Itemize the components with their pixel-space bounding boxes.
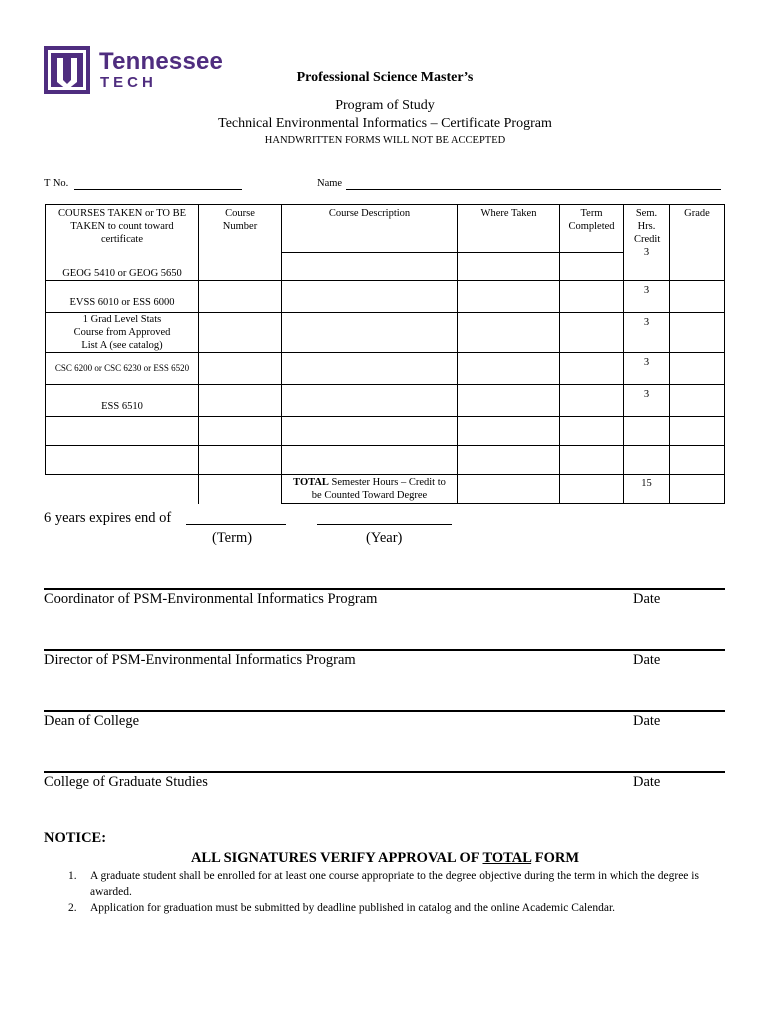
course-row-7-credit[interactable]	[624, 446, 670, 475]
course-row-7-description[interactable]	[282, 446, 458, 475]
name-label: Name	[317, 178, 343, 189]
course-row-1-description[interactable]	[282, 252, 458, 280]
course-row-3-where-taken[interactable]	[458, 313, 560, 353]
course-row-6-number[interactable]	[199, 417, 282, 446]
table-row	[46, 385, 725, 417]
notice-heading: NOTICE:	[44, 830, 107, 846]
course-row-2-credit: 3	[624, 281, 670, 313]
table-row	[46, 446, 725, 475]
verify-text-underlined: TOTAL	[482, 850, 532, 866]
term-completed-header-text: Term Completed	[568, 208, 615, 232]
signature-line-graduate-studies[interactable]	[44, 771, 725, 773]
signature-label-dean: Dean of College	[44, 713, 140, 729]
signature-line-dean[interactable]	[44, 710, 725, 712]
total-where-taken	[458, 475, 560, 504]
verify-text-pre: ALL SIGNATURES VERIFY APPROVAL OF	[190, 850, 483, 866]
table-row	[46, 281, 725, 313]
signature-line-director[interactable]	[44, 649, 725, 651]
course-row-6-description[interactable]	[282, 417, 458, 446]
total-bold: TOTAL	[293, 477, 329, 488]
where-taken-header	[458, 205, 560, 253]
form-title: Professional Science Master’s	[296, 70, 474, 85]
signature-date-director: Date	[633, 652, 661, 668]
course-row-4-description[interactable]	[282, 353, 458, 385]
name-field[interactable]	[346, 189, 721, 190]
course-row-6-where-taken[interactable]	[458, 417, 560, 446]
course-row-3-credit: 3	[624, 313, 670, 353]
course-row-5-name: ESS 6510	[46, 385, 199, 417]
course-row-6-grade[interactable]	[670, 417, 725, 446]
list-item-number: 2.	[68, 902, 77, 914]
list-item	[60, 900, 720, 916]
signatures-verify-statement	[0, 850, 770, 867]
tno-label: T No.	[44, 178, 69, 189]
signature-label-coordinator: Coordinator of PSM-Environmental Informatics Program	[44, 591, 378, 607]
grade-header-text: Grade	[684, 208, 710, 219]
course-row-7-name[interactable]	[46, 446, 199, 475]
course-row-5-grade[interactable]	[670, 385, 725, 417]
course-row-2-number[interactable]	[199, 281, 282, 313]
tno-field[interactable]	[74, 189, 242, 190]
course-row-5-term[interactable]	[560, 385, 624, 417]
course-row-5-where-taken[interactable]	[458, 385, 560, 417]
signature-label-director: Director of PSM-Environmental Informatics Program	[44, 652, 356, 668]
course-row-6-term[interactable]	[560, 417, 624, 446]
signature-label-graduate-studies: College of Graduate Studies	[44, 774, 208, 790]
total-grade[interactable]	[670, 475, 725, 504]
course-row-5-number[interactable]	[199, 385, 282, 417]
course-row-5-description[interactable]	[282, 385, 458, 417]
grade-header-cell	[670, 205, 725, 281]
total-label-text: Semester Hours – Credit to be Counted Toward Degree	[311, 477, 446, 501]
total-spacer	[199, 475, 282, 504]
course-description-header	[282, 205, 458, 253]
list-item-text: Application for graduation must be submitted by deadline published in catalog and the online Academic Calendar.	[90, 902, 616, 914]
table-row	[46, 417, 725, 446]
course-row-1-term[interactable]	[560, 252, 624, 280]
expiry-label: 6 years expires end of	[44, 510, 172, 526]
signature-date-coordinator: Date	[633, 591, 661, 607]
expiry-term-label: (Term)	[212, 530, 253, 546]
course-row-7-where-taken[interactable]	[458, 446, 560, 475]
table-row	[46, 353, 725, 385]
handwritten-warning: HANDWRITTEN FORMS WILL NOT BE ACCEPTED	[264, 135, 506, 146]
course-row-3-grade[interactable]	[670, 313, 725, 353]
where-taken-header-text: Where Taken	[480, 208, 537, 219]
course-row-2-description[interactable]	[282, 281, 458, 313]
form-subtitle: Program of Study	[335, 98, 435, 113]
course-row-1-credit: 3	[643, 247, 650, 258]
expiry-year-label: (Year)	[366, 530, 403, 546]
logo-word-tennessee: Tennessee	[99, 48, 224, 75]
list-item-number: 1.	[68, 870, 77, 882]
expiry-year-field[interactable]	[317, 524, 452, 525]
course-description-header-text: Course Description	[328, 208, 411, 219]
total-term	[560, 475, 624, 504]
course-row-3-number[interactable]	[199, 313, 282, 353]
course-row-5-credit: 3	[624, 385, 670, 417]
course-row-3-name: 1 Grad Level Stats Course from Approved List A (see catalog)	[46, 313, 199, 353]
course-row-4-name: CSC 6200 or CSC 6230 or ESS 6520	[46, 353, 199, 385]
course-row-3-term[interactable]	[560, 313, 624, 353]
total-label	[282, 475, 458, 504]
table-total-row	[46, 475, 725, 504]
courses-header: COURSES TAKEN or TO BE TAKEN to count toward certificate	[57, 208, 187, 245]
program-name: Technical Environmental Informatics – Certificate Program	[218, 116, 552, 131]
total-spacer	[46, 475, 199, 504]
course-number-header	[199, 205, 282, 281]
course-row-4-number[interactable]	[199, 353, 282, 385]
course-number-header-text: Course Number	[222, 208, 258, 232]
sem-hrs-header-text: Sem. Hrs. Credit	[634, 208, 661, 245]
term-completed-header	[560, 205, 624, 253]
course-row-2-term[interactable]	[560, 281, 624, 313]
course-row-4-credit: 3	[624, 353, 670, 385]
list-item	[60, 868, 720, 900]
sem-hrs-header-cell	[624, 205, 670, 281]
course-row-7-term[interactable]	[560, 446, 624, 475]
course-row-2-where-taken[interactable]	[458, 281, 560, 313]
course-row-1-where-taken[interactable]	[458, 252, 560, 280]
table-row	[46, 313, 725, 353]
course-row-7-number[interactable]	[199, 446, 282, 475]
table-header-row	[46, 205, 725, 253]
logo-word-tech: TECH	[100, 74, 157, 91]
course-row-6-credit[interactable]	[624, 417, 670, 446]
course-row-6-name[interactable]	[46, 417, 199, 446]
course-row-4-grade[interactable]	[670, 353, 725, 385]
signature-line-coordinator[interactable]	[44, 588, 725, 590]
course-row-2-grade[interactable]	[670, 281, 725, 313]
courses-header-cell	[46, 205, 199, 281]
notice-list	[60, 868, 720, 916]
signature-date-graduate-studies: Date	[633, 774, 661, 790]
course-row-7-grade[interactable]	[670, 446, 725, 475]
course-table	[45, 204, 725, 504]
list-item-text: A graduate student shall be enrolled for at least one course appropriate to the degree objective during the term in which the degree is awarded.	[90, 870, 699, 898]
course-row-4-where-taken[interactable]	[458, 353, 560, 385]
signature-date-dean: Date	[633, 713, 661, 729]
verify-text-post: FORM	[531, 850, 580, 866]
expiry-term-field[interactable]	[186, 524, 286, 525]
total-credit: 15	[624, 475, 670, 504]
course-row-2-name: EVSS 6010 or ESS 6000	[46, 281, 199, 313]
course-row-3-description[interactable]	[282, 313, 458, 353]
course-row-4-term[interactable]	[560, 353, 624, 385]
course-row-1-name: GEOG 5410 or GEOG 5650	[62, 268, 182, 279]
